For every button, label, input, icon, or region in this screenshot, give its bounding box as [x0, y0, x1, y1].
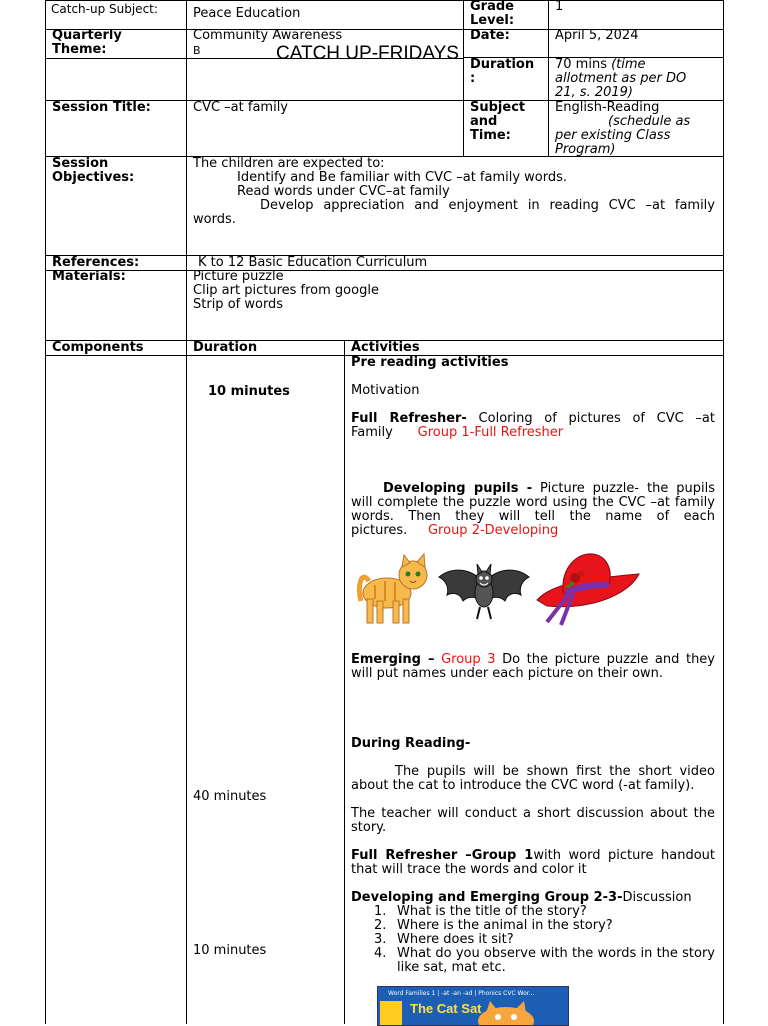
table-divider: [548, 0, 549, 157]
bat-picture: [437, 561, 531, 627]
pre-reading-heading: Pre reading activities: [351, 355, 509, 370]
objective-item: Develop appreciation and enjoyment in reading CVC –at family words.: [193, 198, 715, 227]
materials-item: Strip of words: [193, 297, 284, 312]
activities-header: Activities: [351, 340, 420, 355]
subject-time-label: and: [470, 114, 498, 129]
objectives-intro: The children are expected to:: [193, 156, 385, 171]
grade-label: Grade: [470, 0, 514, 14]
components-header: Components: [52, 340, 144, 355]
video-thumbnail[interactable]: [377, 986, 569, 1026]
question-item: What is the title of the story?: [397, 904, 587, 919]
date-value: April 5, 2024: [555, 28, 639, 43]
quarterly-theme-sub: B: [193, 44, 201, 57]
duration-value-2: 40 minutes: [193, 789, 267, 804]
session-title-label: Session Title:: [52, 100, 151, 115]
materials-label: Materials:: [52, 269, 126, 284]
duration-value: 21, s. 2019): [555, 85, 633, 100]
materials-item: Picture puzzle: [193, 269, 284, 284]
duration-value-3: 10 minutes: [193, 943, 267, 958]
session-title-value: CVC –at family: [193, 100, 288, 115]
objectives-label: Session: [52, 156, 109, 171]
subject-time-label: Subject: [470, 100, 526, 115]
video-title: The Cat Sat: [410, 1001, 482, 1016]
references-value: K to 12 Basic Education Curriculum: [198, 255, 428, 270]
video-side-panel: [380, 1001, 402, 1025]
video-caption: Word Families 1 | -at -an -ad | Phonics CVC Wor...: [388, 990, 535, 997]
hat-picture: [533, 548, 643, 627]
during-reading-paragraph: The teacher will conduct a short discussion about the story.: [351, 806, 715, 835]
catchup-subject-label: Catch-up Subject:: [51, 2, 158, 16]
question-item: Where is the animal in the story?: [397, 918, 613, 933]
banner-title: CATCH UP-FRIDAYS: [276, 43, 459, 64]
duration-header: Duration: [193, 340, 258, 355]
subject-time-value: per existing Class: [555, 128, 671, 143]
table-divider: [186, 341, 187, 356]
motivation-label: Motivation: [351, 383, 420, 398]
question-number: 2.: [374, 918, 387, 933]
quarterly-theme-value: Community Awareness: [193, 28, 343, 43]
question-number: 1.: [374, 904, 387, 919]
objective-item: Identify and Be familiar with CVC –at family words.: [237, 170, 568, 185]
duration-label: :: [470, 71, 476, 86]
grade-value: 1: [555, 0, 564, 14]
objectives-label: Objectives:: [52, 170, 135, 185]
table-divider: [186, 0, 187, 341]
materials-item: Clip art pictures from google: [193, 283, 379, 298]
date-label: Date:: [470, 28, 510, 43]
cartoon-cat-icon: [470, 1001, 544, 1026]
objective-item: Read words under CVC–at family: [237, 184, 450, 199]
catchup-subject-value: Peace Education: [193, 6, 301, 21]
subject-time-value: (schedule as: [608, 114, 691, 129]
full-refresher-group1: Full Refresher –Group 1with word picture handout that will trace the words and color it: [351, 848, 716, 877]
question-number: 3.: [374, 932, 387, 947]
quarterly-theme-label: Quarterly: [52, 28, 122, 43]
during-reading-paragraph: The pupils will be shown first the short video about the cat to introduce the CVC word (-at family).: [351, 764, 715, 793]
full-refresher-activity: Full Refresher- Coloring of pictures of CVC –at Family Group 1-Full Refresher: [351, 411, 715, 440]
question-number: 4.: [374, 946, 387, 961]
emerging-activity: Emerging – Group 3 Do the picture puzzle and they will put names under each picture on their own.: [351, 652, 715, 681]
developing-emerging-heading: Developing and Emerging Group 2-3-Discussion: [351, 890, 692, 905]
grade-label: Level:: [470, 13, 515, 28]
duration-label: Duration: [470, 57, 535, 72]
cat-picture: [351, 551, 433, 627]
table-border-top: [45, 0, 724, 1]
references-label: References:: [52, 255, 140, 270]
subject-time-value: Program): [555, 142, 616, 157]
subject-time-label: Time:: [470, 128, 511, 143]
question-item: What do you observe with the words in the story like sat, mat etc.: [397, 946, 715, 975]
quarterly-theme-label: Theme:: [52, 42, 107, 57]
question-item: Where does it sit?: [397, 932, 514, 947]
table-divider: [186, 355, 187, 1024]
table-divider: [344, 341, 345, 1024]
table-divider: [45, 270, 724, 271]
duration-value: 70 mins (time: [555, 57, 646, 72]
table-divider: [463, 0, 464, 157]
duration-value-1: 10 minutes: [208, 384, 290, 399]
duration-value: allotment as per DO: [555, 71, 687, 86]
developing-activity: Developing pupils - Picture puzzle- the pupils will complete the puzzle word using the CVC –at family words. Then they will tell the name of each pictures. Group 2-Developing: [351, 481, 716, 538]
during-reading-heading: During Reading-: [351, 736, 471, 751]
table-border-left: [45, 0, 46, 1024]
table-border-right: [723, 0, 724, 1024]
subject-time-value: English-Reading: [555, 100, 660, 115]
